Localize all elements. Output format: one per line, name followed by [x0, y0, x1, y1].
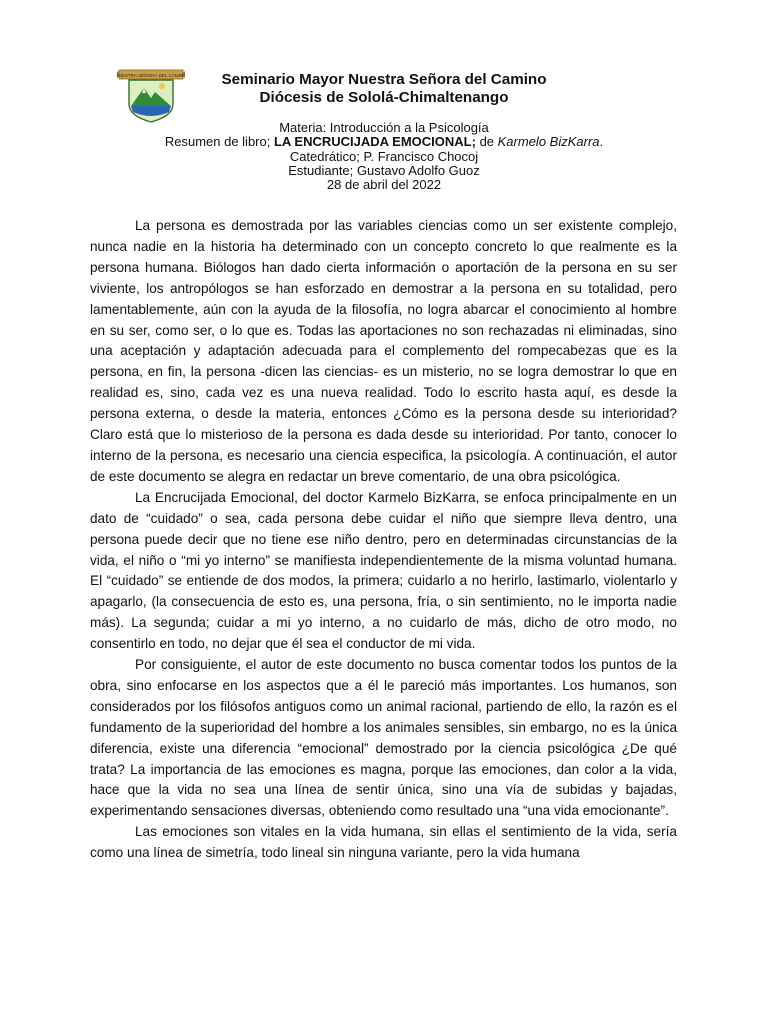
- diocese-title: Diócesis de Sololá-Chimaltenango: [259, 89, 509, 106]
- summary-end: .: [599, 134, 604, 150]
- paragraph: Por consiguiente, el autor de este documento no busca comentar todos los puntos de la obra, sino enfocarse en los aspectos que a él le pareció más importantes. Los humanos, son considerados por los filósofos antiguos como un animal racional, partiendo de ello, la razón es el fundamento de la superioridad del hombre a los animales sensibles, sin embargo, no es la única diferencia, existe una diferencia “emocional” demostrado por la ciencia psicológica ¿De qué trata? La importancia de las emociones es magna, porque las emociones, dan color a la vida, hace que la vida no sea una línea de sentir única, sino una vía de subidas y bajadas, experimentando sensaciones diversas, obteniendo como resultado una “una vida emocionante”.: [90, 657, 677, 819]
- seminary-title: Seminario Mayor Nuestra Señora del Camino: [221, 71, 547, 88]
- student-line: Estudiante; Gustavo Adolfo Guoz: [288, 162, 480, 178]
- book-author: Karmelo BizKarra: [497, 134, 600, 150]
- book-summary-line: [100, 135, 668, 149]
- logo-banner-text: NUESTRA SEÑORA DEL CAMINO: [117, 73, 185, 78]
- date-line: 28 de abril del 2022: [326, 177, 442, 193]
- summary-mid: de: [475, 134, 498, 150]
- document-metadata: [100, 121, 668, 192]
- document-header: [190, 71, 578, 107]
- paragraph: Las emociones son vitales en la vida humana, sin ellas el sentimiento de la vida, sería como una línea de simetría, todo lineal sin ninguna variante, pero la vida humana: [90, 824, 677, 861]
- professor-line: Catedrático; P. Francisco Chocoj: [289, 148, 479, 164]
- subject-line: Materia: Introducción a la Psicología: [279, 120, 489, 135]
- summary-prefix: Resumen de libro;: [164, 134, 274, 150]
- paragraph: La Encrucijada Emocional, del doctor Karmelo BizKarra, se enfoca principalmente en un dato de “cuidado” o sea, cada persona debe cuidar el niño que siempre lleva dentro, una persona puede decir que no tiene ese niño dentro, pero en determinadas circunstancias de la vida, el niño o “mi yo interno” se manifiesta independientemente de la misma voluntad humana. El “cuidado” se entiende de dos modos, la primera; cuidarlo a no herirlo, lastimarlo, violentarlo y apagarlo, (la consecuencia de esto es, una persona, fría, o sin sentimiento, no le importa nadie más). La segunda; cuidar a mi yo interno, a no cuidarlo de más, dicho de otro modo, no consentirlo en todo, no dejar que él sea el conductor de mi vida.: [90, 489, 677, 652]
- seminary-crest-logo: [117, 68, 185, 124]
- paragraph: La persona es demostrada por las variables ciencias como un ser existente complejo, nunca nadie en la historia ha determinado con un concepto concreto lo que realmente es la persona humana. Biólogos han dado cierta información o aportación de la persona en su ser viviente, los antropólogos se han esforzado en demostrar a la persona en su totalidad, pero lamentablemente, aún con la ayuda de la filosofía, no logra abarcar el conocimiento al hombre en su ser, como ser, o lo que es. Todas las aportaciones no son rechazadas ni eliminadas, sino una aceptación y adaptación adecuada para el complemento del rompecabezas que es la persona, en fin, la persona -dicen las ciencias- es un misterio, no se logra demostrar lo que en realidad es, sino, cada vez es una nueva realidad. Todo lo escrito hasta aquí, es desde la persona externa, o desde la materia, entonces ¿Cómo es la persona desde su interioridad? Claro está que lo misterioso de la persona es dada desde su interioridad. Por tanto, conocer lo interno de la persona, es necesario una ciencia especifica, la psicología. A continuación, el autor de este documento se alegra en redactar un breve comentario, de una obra psicológica.: [90, 218, 677, 484]
- book-title: LA ENCRUCIJADA EMOCIONAL;: [273, 134, 476, 150]
- document-body: [90, 216, 677, 864]
